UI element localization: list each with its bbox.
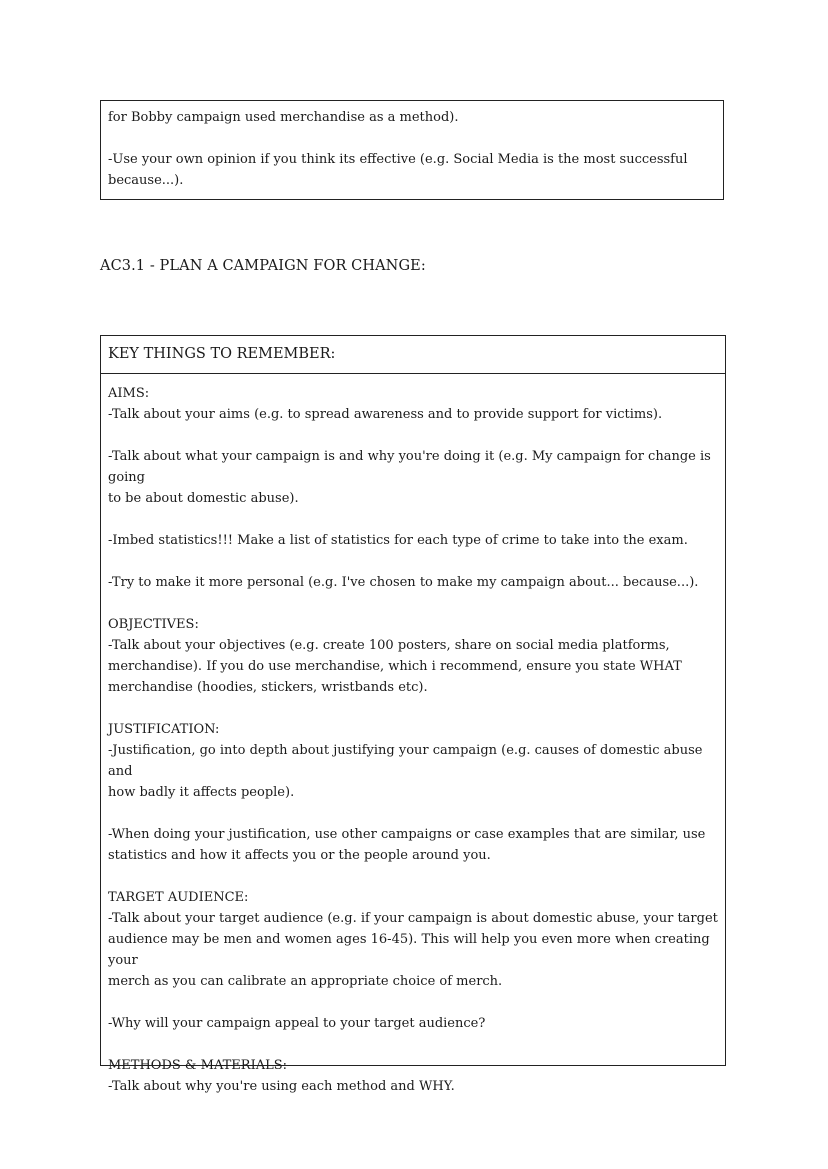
objectives-line: merchandise (hoodies, stickers, wristbands etc). — [108, 680, 428, 695]
justification-line: -When doing your justification, use other campaigns or case examples that are similar, use — [108, 827, 706, 842]
aims-line: to be about domestic abuse). — [108, 491, 299, 506]
methods-label: METHODS & MATERIALS: — [108, 1058, 288, 1073]
aims-line: -Talk about your aims (e.g. to spread awareness and to provide support for victims). — [108, 407, 663, 422]
notes-box-continued — [100, 100, 724, 200]
target-audience-label: TARGET AUDIENCE: — [108, 890, 249, 905]
target-audience-line: -Talk about your target audience (e.g. if your campaign is about domestic abuse, your target — [108, 911, 718, 926]
notes-line: for Bobby campaign used merchandise as a method). — [108, 110, 459, 125]
aims-label: AIMS: — [108, 386, 150, 401]
section-heading: AC3.1 - PLAN A CAMPAIGN FOR CHANGE: — [100, 258, 426, 274]
key-things-body — [101, 374, 725, 1097]
justification-line: -Justification, go into depth about justifying your campaign (e.g. causes of domestic abuse and — [108, 743, 703, 779]
notes-line: because...). — [108, 173, 184, 188]
key-things-title: KEY THINGS TO REMEMBER: — [101, 336, 725, 374]
aims-line: -Try to make it more personal (e.g. I've chosen to make my campaign about... because...). — [108, 575, 699, 590]
aims-line: -Talk about what your campaign is and why you're doing it (e.g. My campaign for change is going — [108, 449, 711, 485]
objectives-line: -Talk about your objectives (e.g. create 100 posters, share on social media platforms, — [108, 638, 670, 653]
justification-label: JUSTIFICATION: — [108, 722, 220, 737]
target-audience-line: audience may be men and women ages 16-45). This will help you even more when creating your — [108, 932, 710, 968]
aims-line: -Imbed statistics!!! Make a list of statistics for each type of crime to take into the exam. — [108, 533, 688, 548]
target-audience-line: merch as you can calibrate an appropriate choice of merch. — [108, 974, 503, 989]
objectives-label: OBJECTIVES: — [108, 617, 199, 632]
key-things-box — [100, 335, 726, 1094]
target-audience-line: -Why will your campaign appeal to your target audience? — [108, 1016, 486, 1031]
justification-line: statistics and how it affects you or the people around you. — [108, 848, 491, 863]
notes-line: -Use your own opinion if you think its effective (e.g. Social Media is the most successful — [108, 152, 688, 167]
methods-line: -Talk about why you're using each method and WHY. — [108, 1079, 455, 1094]
justification-line: how badly it affects people). — [108, 785, 295, 800]
objectives-line: merchandise). If you do use merchandise, which i recommend, ensure you state WHAT — [108, 659, 682, 674]
